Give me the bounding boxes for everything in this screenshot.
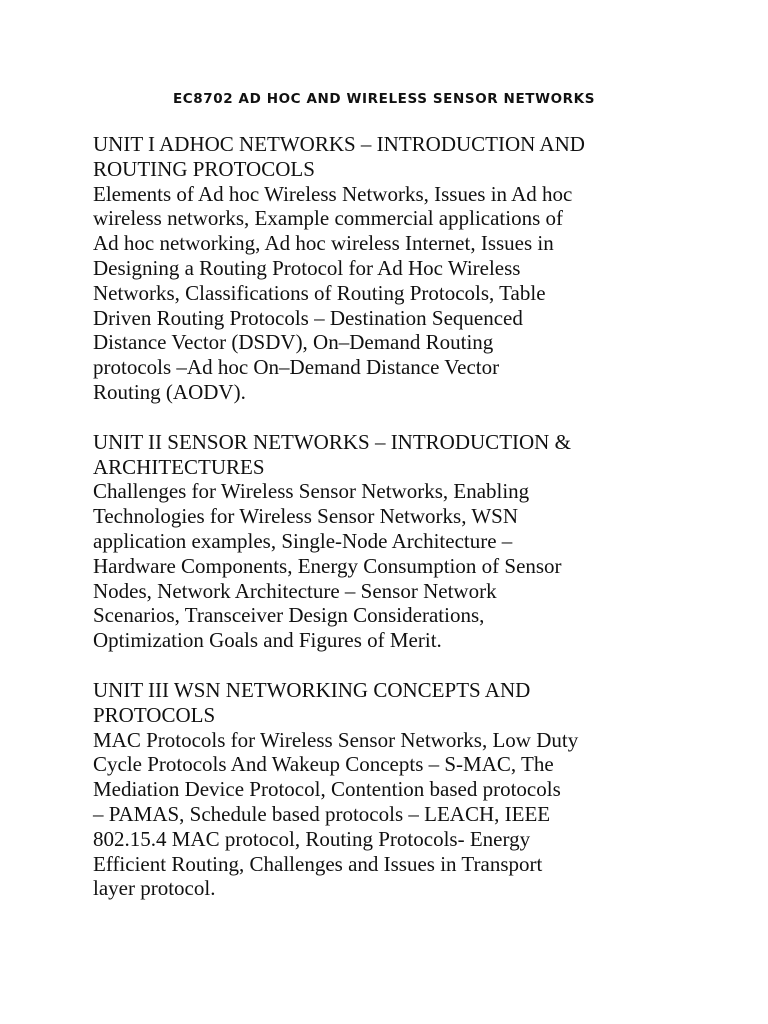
unit-2-section xyxy=(93,430,693,653)
unit-3-heading: UNIT III WSN NETWORKING CONCEPTS AND PROTOCOLS xyxy=(93,677,531,727)
syllabus-content xyxy=(93,132,693,926)
unit-1-section xyxy=(93,132,693,405)
unit-1-heading: UNIT I ADHOC NETWORKS – INTRODUCTION AND ROUTING PROTOCOLS xyxy=(93,132,585,181)
unit-1-body: Elements of Ad hoc Wireless Networks, Issues in Ad hoc wireless networks, Example commercial applications of Ad hoc networking, Ad hoc wireless Internet, Issues in Designing a Routing Protocol for Ad Hoc Wireless Networks, Classifications of Routing Protocols, Table Driven Routing Protocols – Destination Sequenced Distance Vector (DSDV), On–Demand Routing protocols –Ad hoc On–Demand Distance Vector Routing (AODV). xyxy=(93,181,573,404)
unit-3-section xyxy=(93,678,693,901)
unit-2-heading: UNIT II SENSOR NETWORKS – INTRODUCTION & ARCHITECTURES xyxy=(93,429,571,479)
unit-2-body: Challenges for Wireless Sensor Networks, Enabling Technologies for Wireless Sensor Networks, WSN application examples, Single-Node Architecture – Hardware Components, Energy Consumption of Sensor Nodes, Network Architecture – Sensor Network Scenarios, Transceiver Design Considerations, Optimization Goals and Figures of Merit. xyxy=(93,479,562,653)
document-title: EC8702 AD HOC AND WIRELESS SENSOR NETWORKS xyxy=(172,91,596,107)
unit-3-body: MAC Protocols for Wireless Sensor Networks, Low Duty Cycle Protocols And Wakeup Concepts – S-MAC, The Mediation Device Protocol, Contention based protocols – PAMAS, Schedule based protocols – LEACH, IEEE 802.15.4 MAC protocol, Routing Protocols- Energy Efficient Routing, Challenges and Issues in Transport layer protocol. xyxy=(93,727,579,901)
